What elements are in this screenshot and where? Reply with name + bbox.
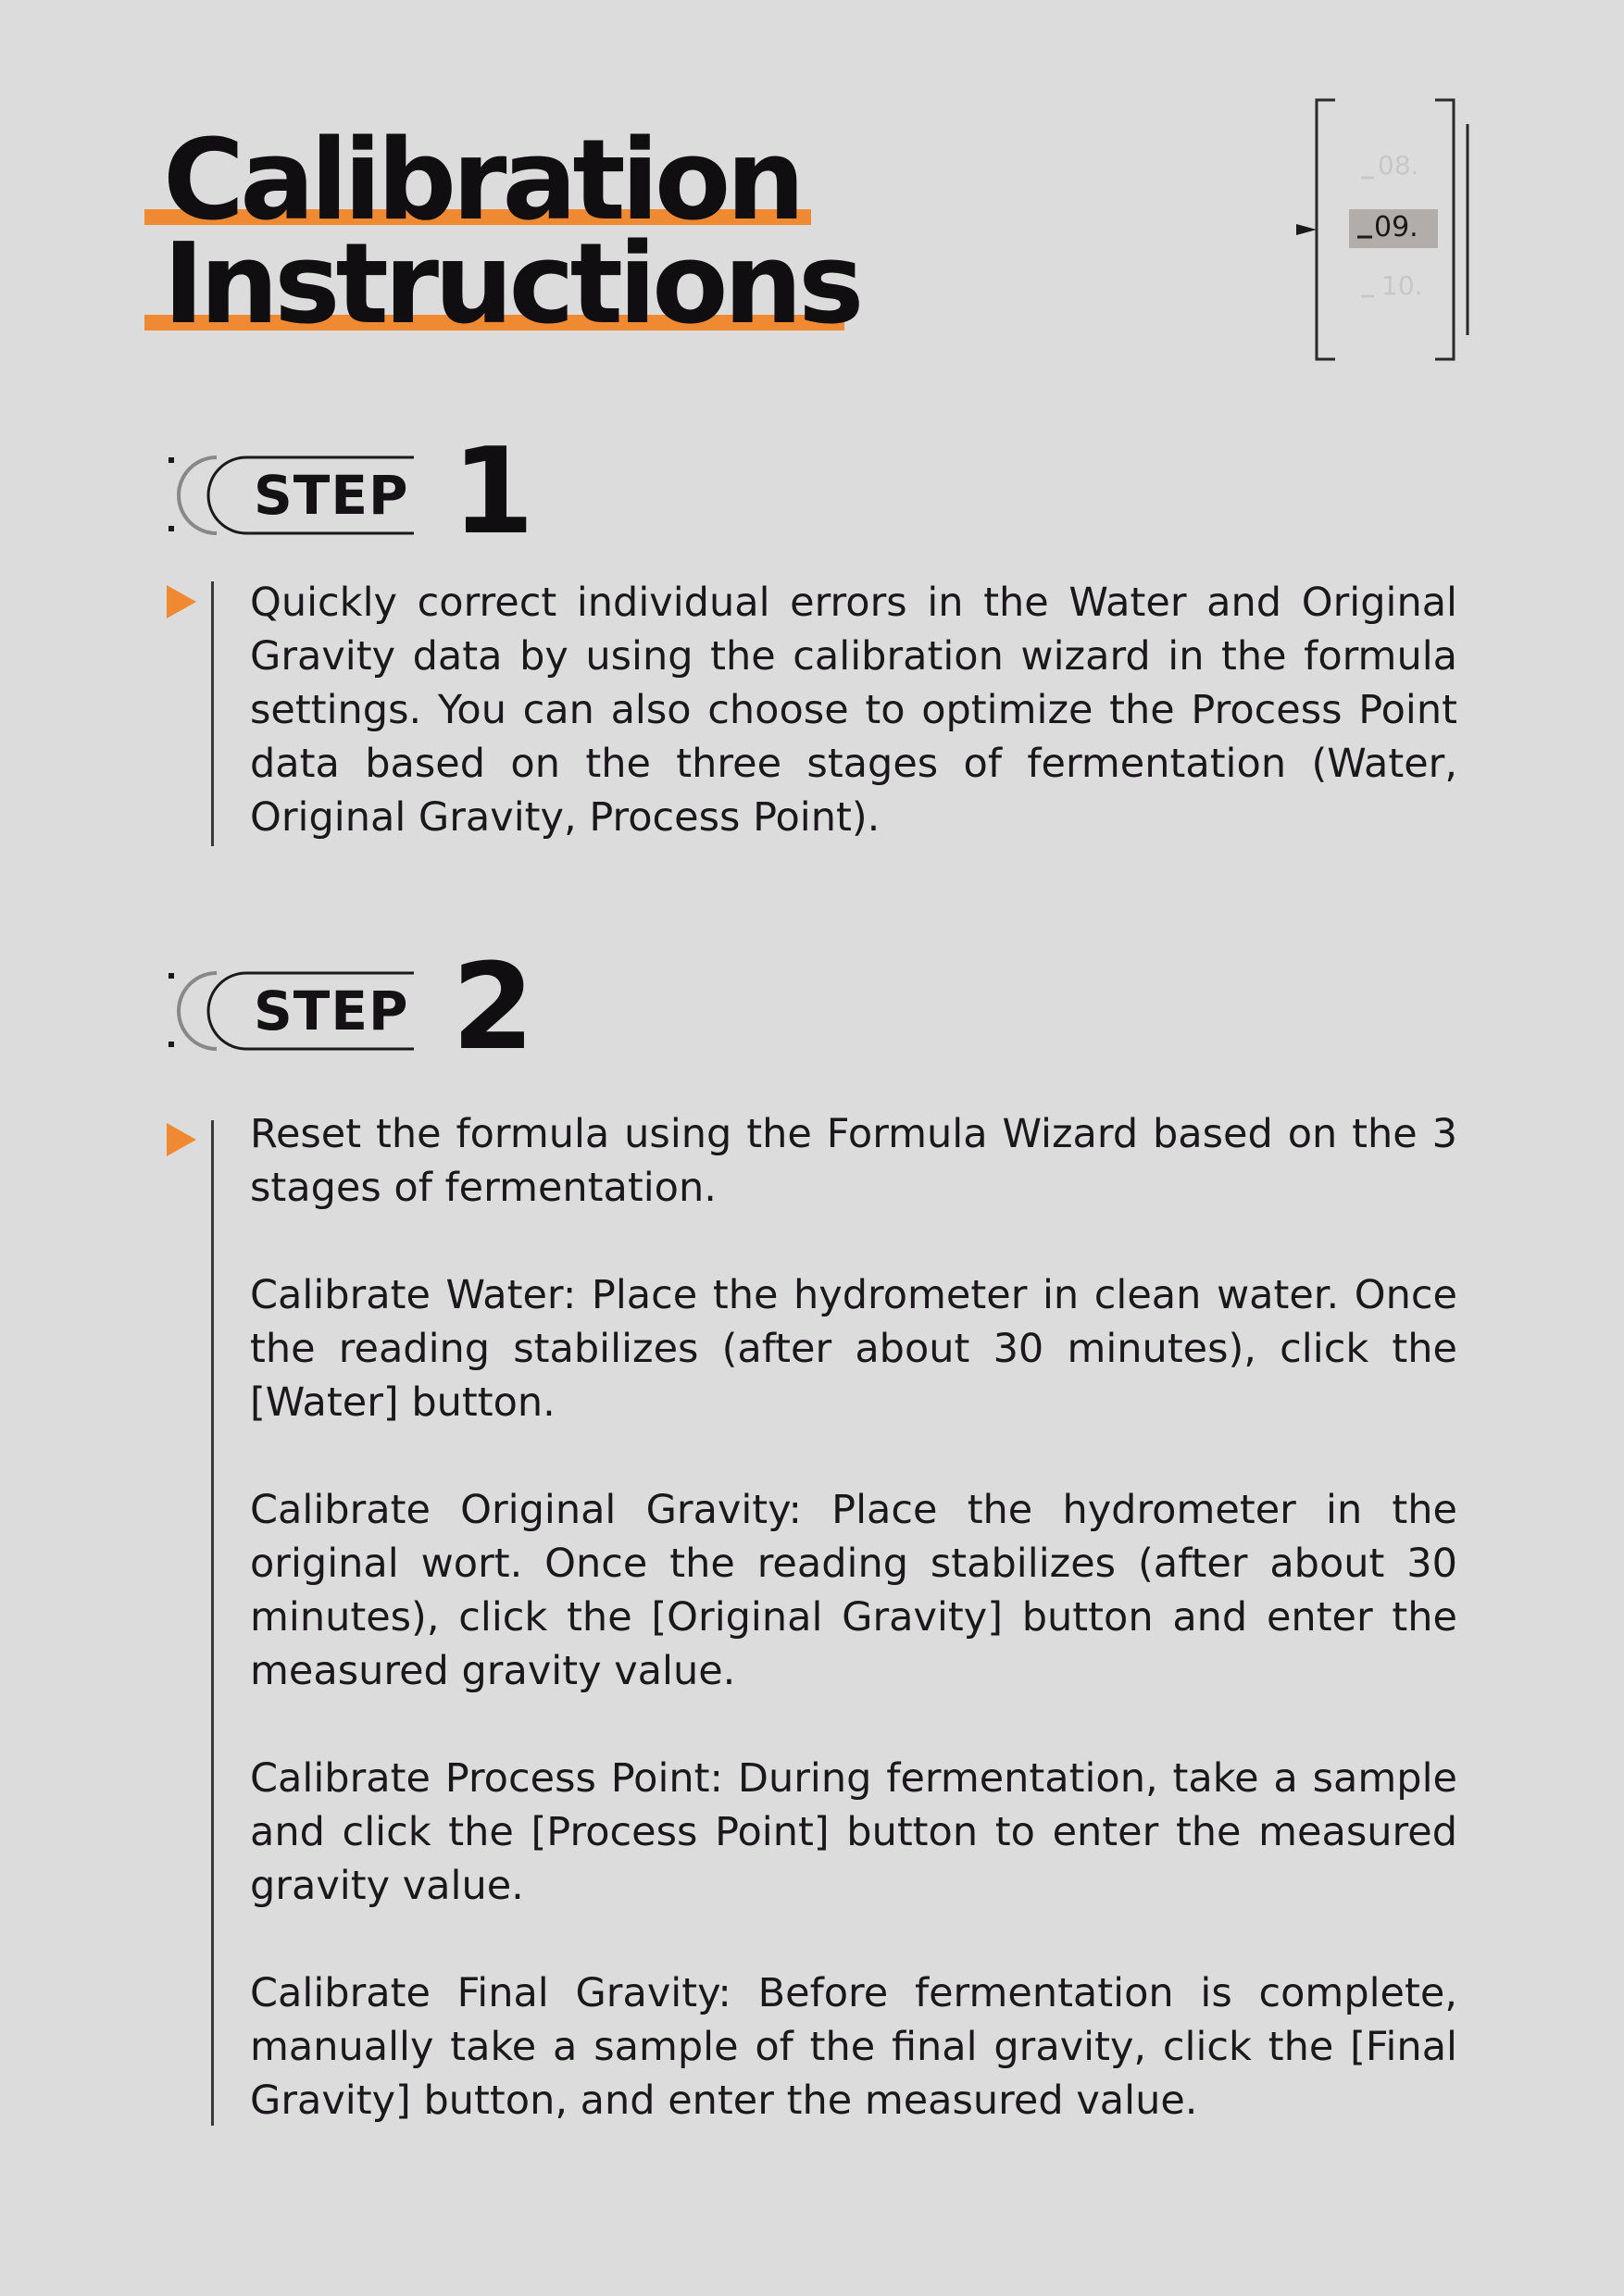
step-2-arrow-icon [167, 1123, 196, 1156]
page-indicator [1296, 96, 1481, 365]
step-2-paragraph-2: Calibrate Water: Place the hydrometer in clean water. Once the reading stabilizes (after about 30 minutes), click the [Water] button. [250, 1272, 1457, 1426]
page-title-line-2: Instructions [163, 220, 860, 349]
step-2-label: STEP [254, 980, 409, 1042]
step-2-paragraph-3: Calibrate Original Gravity: Place the hydrometer in the original wort. Once the reading stabilizes (after about 30 minutes), click the [Original Gravity] button and enter the measured gravity value. [250, 1487, 1457, 1694]
step-2-body [250, 1107, 1457, 2128]
step-1-badge [167, 423, 537, 561]
step-2-paragraph-4: Calibrate Process Point: During fermentation, take a sample and click the [Process Point] button to enter the measured gravity value. [250, 1755, 1457, 1909]
step-2-vertical-rule [211, 1120, 214, 2126]
step-1-vertical-rule [211, 581, 214, 846]
step-2-paragraph-1: Reset the formula using the Formula Wizard based on the 3 stages of fermentation. [250, 1111, 1457, 1211]
step-2-number: 2 [452, 939, 535, 1077]
step-1-label: STEP [254, 464, 409, 527]
page-number-next: 10. [1381, 270, 1423, 301]
step-1-body [250, 576, 1457, 844]
page-number-previous: 08. [1378, 150, 1419, 181]
step-2-badge [167, 939, 537, 1077]
step-1-arrow-icon [167, 585, 196, 618]
page-number-current: 09. [1374, 211, 1418, 243]
page-title-line-1: Calibration [163, 117, 801, 245]
step-1-paragraph-1: Quickly correct individual errors in the Water and Original Gravity data by using the calibration wizard in the formula settings. You can also choose to optimize the Process Point data based on the three stages of fermentation (Water, Original Gravity, Process Point). [250, 580, 1457, 841]
step-1-number: 1 [452, 423, 535, 561]
step-2-paragraph-5: Calibrate Final Gravity: Before fermentation is complete, manually take a sample of the final gravity, click the [Final Gravity] button, and enter the measured value. [250, 1970, 1457, 2124]
